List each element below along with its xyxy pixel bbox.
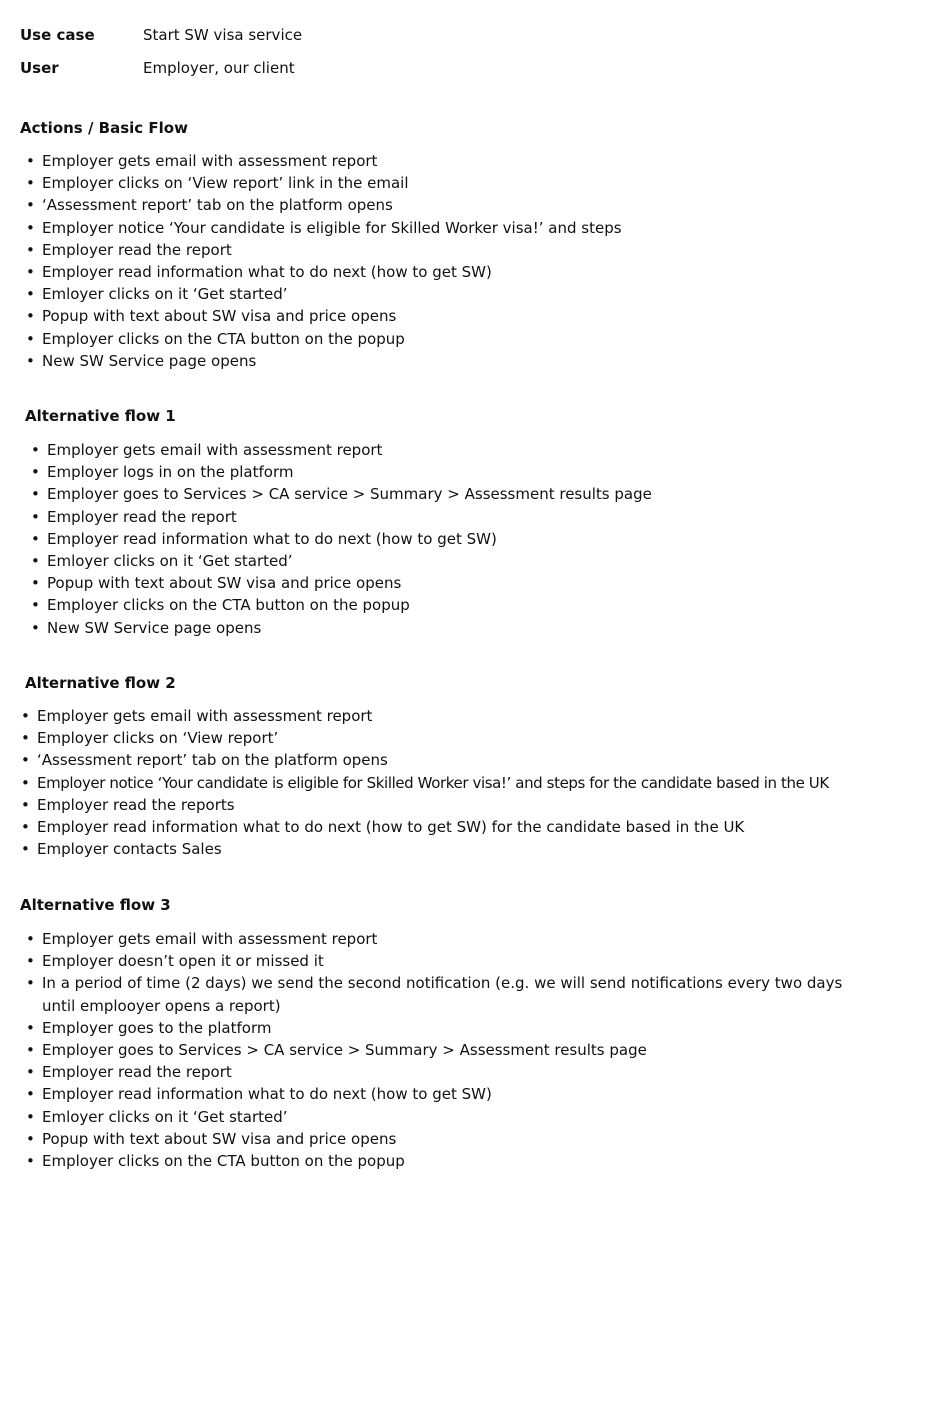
list-item: • Employer doesn’t open it or missed it <box>20 950 880 972</box>
list-item: • Employer read the report <box>20 239 920 261</box>
user-value: Employer, our client <box>143 59 295 77</box>
list-item: • Popup with text about SW visa and price opens <box>20 1128 880 1150</box>
list-item: • Popup with text about SW visa and price opens <box>20 305 920 327</box>
list-item: • Employer clicks on the CTA button on the popup <box>20 328 920 350</box>
user-row <box>20 56 295 80</box>
list-item: • Employer read information what to do next (how to get SW) <box>20 261 920 283</box>
list-item: • Employer read information what to do next (how to get SW) <box>20 1083 880 1105</box>
list-item: • Employer notice ‘Your candidate is eligible for Skilled Worker visa!’ and steps <box>20 217 920 239</box>
alt-flow-3-title: Alternative flow 3 <box>20 896 171 914</box>
list-item: • Employer gets email with assessment report <box>15 705 935 727</box>
list-item: • Employer notice ‘Your candidate is eligible for Skilled Worker visa!’ and steps for the candidate based in the UK <box>15 772 935 794</box>
list-item: • Employer goes to Services > CA service > Summary > Assessment results page <box>25 483 925 505</box>
list-item: • New SW Service page opens <box>25 617 925 639</box>
list-item: • Employer read the report <box>25 506 925 528</box>
list-item: • Employer read the report <box>20 1061 880 1083</box>
user-label: User <box>20 59 59 77</box>
list-item: • Emloyer clicks on it ‘Get started’ <box>20 1106 880 1128</box>
list-item: • Employer clicks on the CTA button on the popup <box>25 594 925 616</box>
use-case-value: Start SW visa service <box>143 26 303 44</box>
list-item: • Employer logs in on the platform <box>25 461 925 483</box>
list-item: • Popup with text about SW visa and price opens <box>25 572 925 594</box>
alt-flow-1-title: Alternative flow 1 <box>25 407 176 425</box>
alt-flow-1-list <box>25 439 925 639</box>
list-item: • Employer gets email with assessment report <box>25 439 925 461</box>
alt-flow-2-title: Alternative flow 2 <box>25 674 176 692</box>
use-case-label: Use case <box>20 26 95 44</box>
list-item: • Employer goes to the platform <box>20 1017 880 1039</box>
list-item: • Employer read the reports <box>15 794 935 816</box>
list-item: • In a period of time (2 days) we send the second notification (e.g. we will send notifications every two days until emplooyer opens a report) <box>20 972 880 1016</box>
list-item: • Employer contacts Sales <box>15 838 935 860</box>
list-item: • Employer gets email with assessment report <box>20 928 880 950</box>
alt-flow-3-list <box>20 928 880 1172</box>
list-item: • ‘Assessment report’ tab on the platform opens <box>20 194 920 216</box>
list-item: • Employer read information what to do next (how to get SW) <box>25 528 925 550</box>
list-item: • Emloyer clicks on it ‘Get started’ <box>20 283 920 305</box>
list-item: • Emloyer clicks on it ‘Get started’ <box>25 550 925 572</box>
list-item: • Employer goes to Services > CA service > Summary > Assessment results page <box>20 1039 880 1061</box>
alt-flow-2-list <box>15 705 935 860</box>
list-item: • Employer clicks on ‘View report’ link in the email <box>20 172 920 194</box>
list-item: • New SW Service page opens <box>20 350 920 372</box>
use-case-row <box>20 23 302 47</box>
basic-flow-title: Actions / Basic Flow <box>20 119 188 137</box>
basic-flow-list <box>20 150 920 372</box>
list-item: • Employer clicks on ‘View report’ <box>15 727 935 749</box>
list-item: • Employer gets email with assessment report <box>20 150 920 172</box>
list-item: • Employer clicks on the CTA button on the popup <box>20 1150 880 1172</box>
list-item: • ‘Assessment report’ tab on the platform opens <box>15 749 935 771</box>
list-item: • Employer read information what to do next (how to get SW) for the candidate based in the UK <box>15 816 935 838</box>
